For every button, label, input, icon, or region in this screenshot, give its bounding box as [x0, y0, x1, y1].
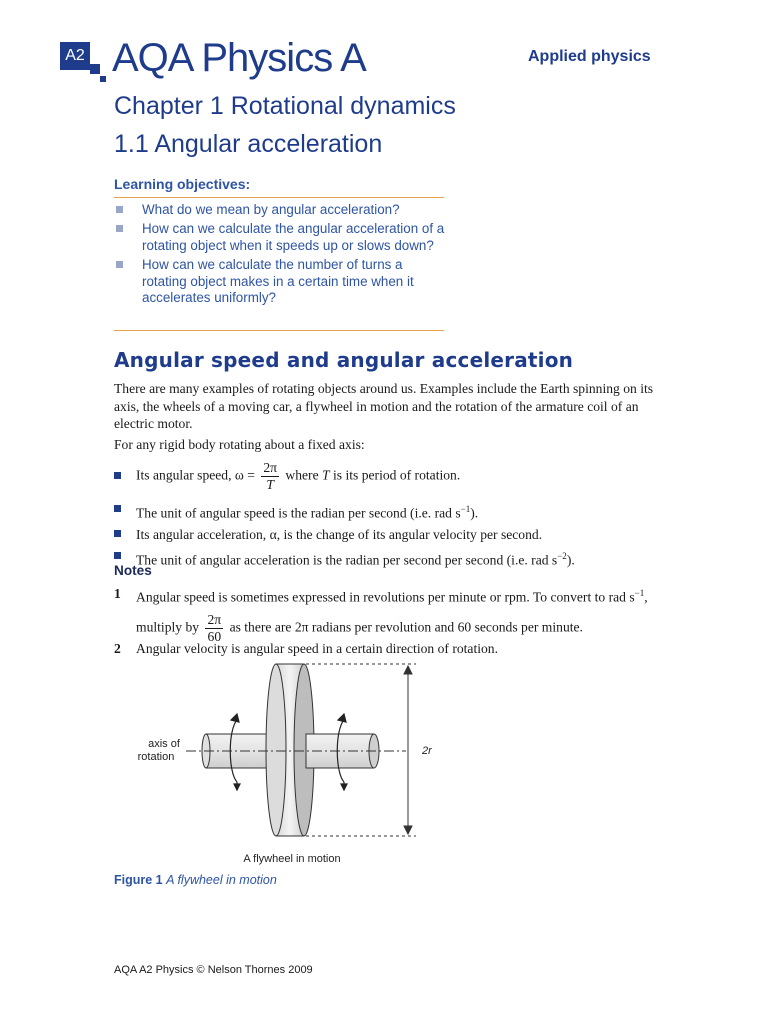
brand-title: AQA Physics A	[112, 36, 366, 80]
rigid-body-paragraph: For any rigid body rotating about a fixed axis:	[114, 437, 365, 452]
objectives-list	[114, 202, 446, 309]
bullet-square-icon	[114, 552, 121, 559]
definition-angular-speed: Its angular speed, ω = $\frac{2\pi}{T}$ where T is its period of rotation.	[114, 460, 674, 493]
logo-square-small	[100, 76, 106, 82]
bullet-square-icon	[114, 505, 121, 512]
section-heading: Angular speed and angular acceleration	[114, 348, 574, 372]
definition-angular-speed-unit: The unit of angular speed is the radian per second (i.e. rad $s^{-1}$).	[114, 501, 674, 522]
definition-list	[114, 460, 674, 573]
chapter-title: Chapter 1 Rotational dynamics	[114, 92, 456, 120]
logo-badge: A2	[60, 42, 90, 70]
objective-item: How can we calculate the angular acceleration of a rotating object when it speeds up or slows down?	[114, 221, 446, 254]
bullet-square-icon	[116, 206, 123, 213]
page-footer: AQA A2 Physics © Nelson Thornes 2009	[114, 964, 313, 976]
logo-mark	[60, 42, 90, 72]
definition-angular-acceleration-unit: The unit of angular acceleration is the radian per second per second (i.e. rad $s^{-2}$).	[114, 548, 674, 569]
definition-angular-acceleration: Its angular acceleration, α, is the change of its angular velocity per second.	[114, 526, 674, 544]
objectives-heading: Learning objectives:	[114, 176, 251, 192]
omega-fraction: $\frac{2\pi}{T}$	[263, 460, 277, 492]
bullet-square-icon	[114, 530, 121, 537]
objectives-top-rule	[114, 197, 444, 198]
flywheel-figure	[116, 660, 476, 870]
bullet-square-icon	[116, 225, 123, 232]
diameter-label: 2r	[422, 745, 432, 757]
rpm-conversion-fraction: $\frac{2\pi}{60}$	[207, 612, 222, 645]
notes-heading: Notes	[114, 563, 152, 578]
axis-label-line-2: rotation	[137, 751, 175, 763]
objectives-bottom-rule	[114, 330, 444, 331]
figure-inner-caption: A flywheel in motion	[243, 853, 341, 865]
axis-label-line-1: axis of	[148, 738, 180, 750]
figure-caption: Figure 1 A flywheel in motion	[114, 873, 277, 887]
objective-item: What do we mean by angular acceleration?	[114, 202, 446, 218]
bullet-square-icon	[116, 261, 123, 268]
note-2: 2 Angular velocity is angular speed in a certain direction of rotation.	[114, 641, 498, 656]
intro-paragraph: There are many examples of rotating objects around us. Examples include the Earth spinning on its axis, the wheels of a moving car, a flywheel in motion and the rotation of the armature coil of an electric motor.	[114, 381, 654, 432]
subchapter-title: 1.1 Angular acceleration	[114, 130, 383, 158]
bullet-square-icon	[114, 472, 121, 479]
logo-square-large	[90, 64, 100, 74]
section-tag: Applied physics	[528, 48, 651, 65]
objective-item: How can we calculate the number of turns a rotating object makes in a certain time when it accelerates uniformly?	[114, 257, 446, 306]
note-1: 1 Angular speed is sometimes expressed in revolutions per minute or rpm. To convert to rad $s^{-1}$, multiply by $\frac{2\pi}{60}$ as there are 2π radians per revolution and 60 seconds per minute.	[114, 586, 648, 645]
